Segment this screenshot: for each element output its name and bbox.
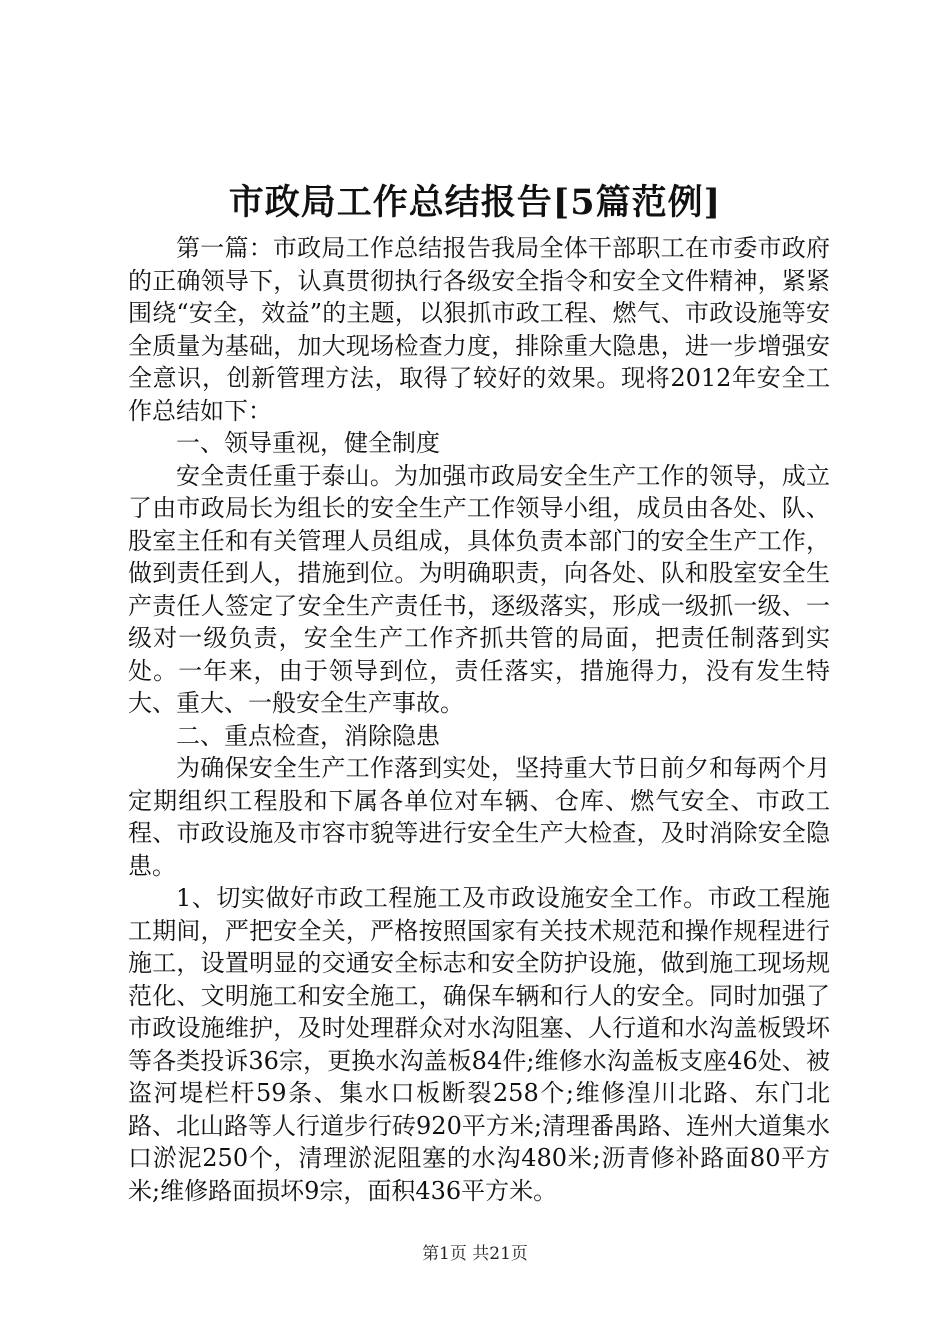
section-heading-1: 一、领导重视，健全制度	[176, 429, 440, 457]
paragraph-item-1: 1、切实做好市政工程施工及市政设施安全工作。市政工程施工期间，严把安全关，严格按照国家有关技术规范和操作规程进行施工，设置明显的交通安全标志和安全防护设施，做到施工现场规范化、文明施工和安全施工，确保车辆和行人的安全。同时加强了市政设施维护，及时处理群众对水沟阻塞、人行道和水沟盖板毁坏等各类投诉36宗，更换水沟盖板84件;维修水沟盖板支座46处、被盗河堤栏杆59条、集水口板断裂258个;维修湟川北路、东门北路、北山路等人行道步行砖920平方米;清理番禺路、连州大道集水口淤泥250个，清理淤泥阻塞的水沟480米;沥青修补路面80平方米;维修路面损坏9宗，面积436平方米。	[128, 884, 830, 1205]
paragraph-leadership: 安全责任重于泰山。为加强市政局安全生产工作的领导，成立了由市政局长为组长的安全生产工作领导小组，成员由各处、队、股室主任和有关管理人员组成，具体负责本部门的安全生产工作，做到责任到人，措施到位。为明确职责，向各处、队和股室安全生产责任人签定了安全生产责任书，逐级落实，形成一级抓一级、一级对一级负责，安全生产工作齐抓共管的局面，把责任制落到实处。一年来，由于领导到位，责任落实，措施得力，没有发生特大、重大、一般安全生产事故。	[128, 461, 830, 717]
page-footer: 第1页 共21页	[422, 1244, 528, 1264]
paragraph-intro: 第一篇：市政局工作总结报告我局全体干部职工在市委市政府的正确领导下，认真贯彻执行各级安全指令和安全文件精神，紧紧围绕“安全，效益”的主题，以狠抓市政工程、燃气、市政设施等安全质量为基础，加大现场检查力度，排除重大隐患，进一步增强安全意识，创新管理方法，取得了较好的效果。现将2012年安全工作总结如下：	[128, 234, 830, 425]
section-heading-2: 二、重点检查，消除隐患	[176, 721, 440, 750]
paragraph-inspection: 为确保安全生产工作落到实处，坚持重大节日前夕和每两个月定期组织工程股和下属各单位对车辆、仓库、燃气安全、市政工程、市政设施及市容市貌等进行安全生产大检查，及时消除安全隐患。	[128, 754, 830, 880]
document-title: 市政局工作总结报告[5篇范例]	[228, 182, 722, 223]
document-body	[128, 232, 830, 1207]
